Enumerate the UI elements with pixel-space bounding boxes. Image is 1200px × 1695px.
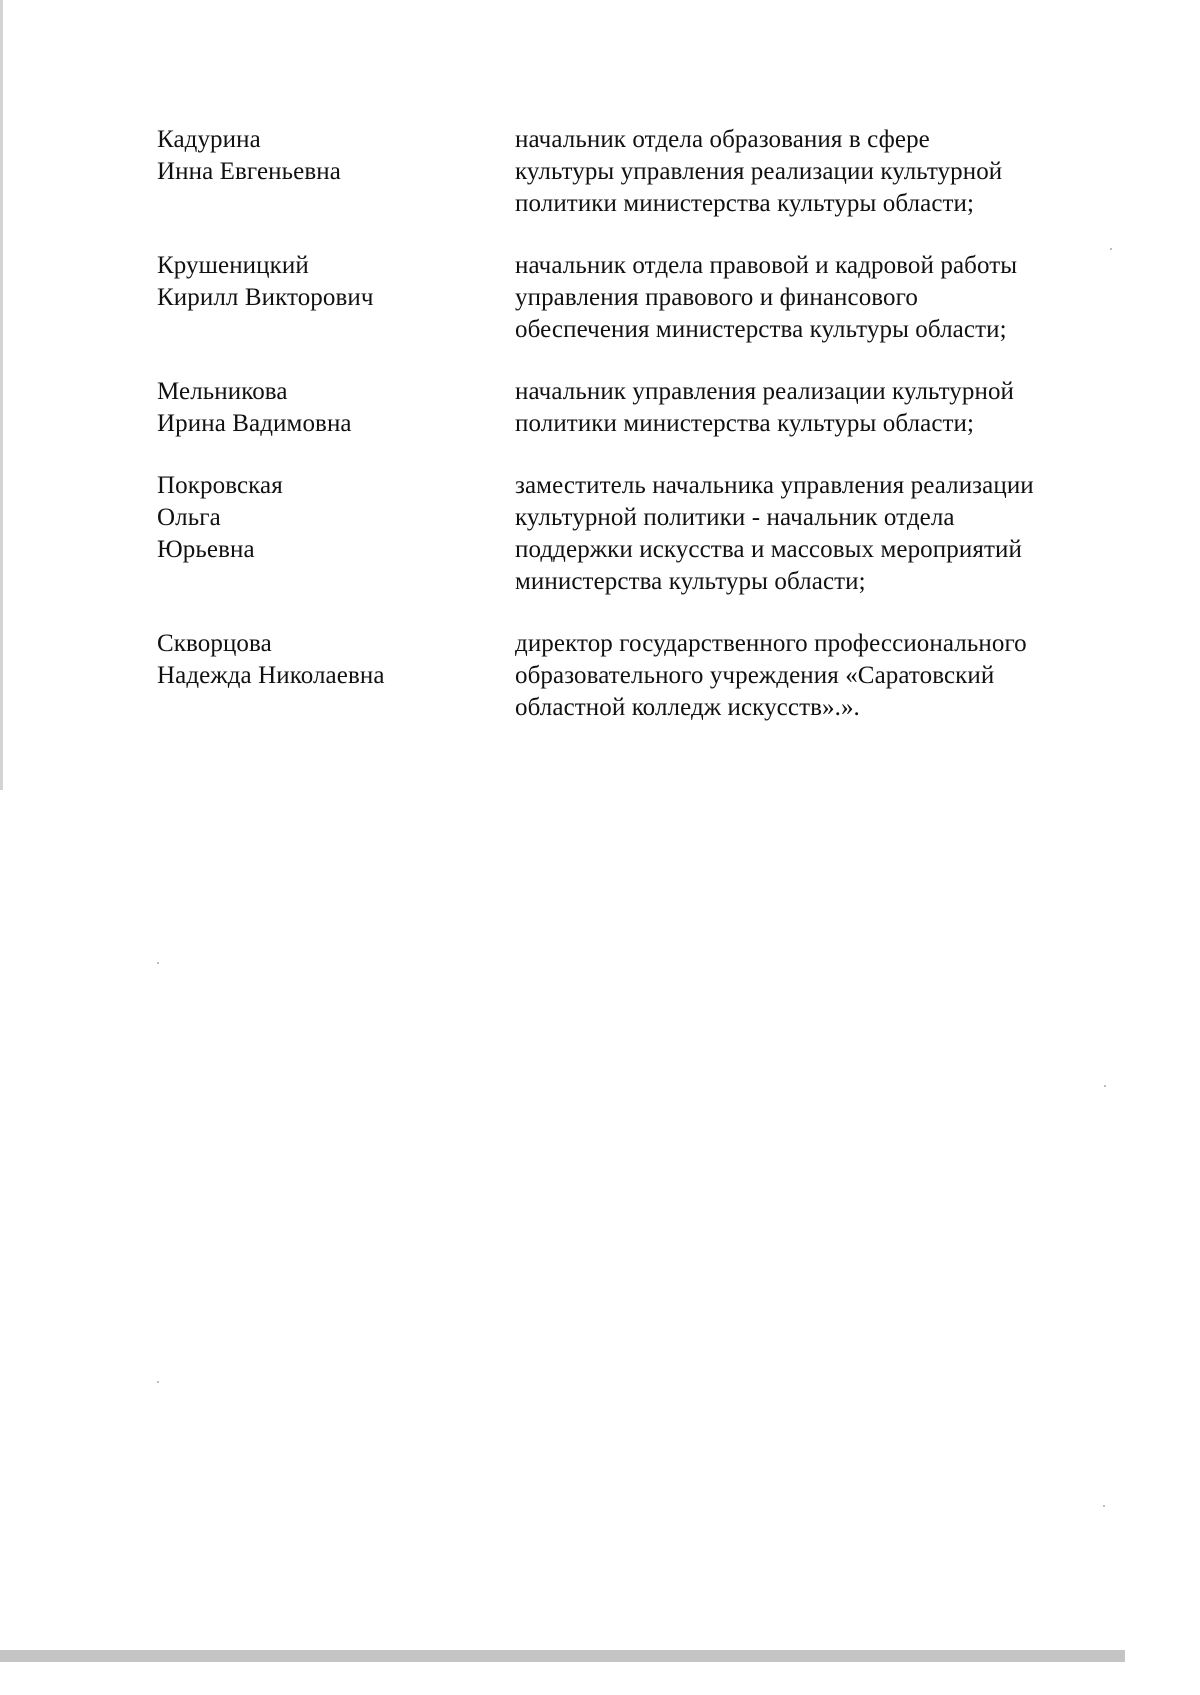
- position-line: директор государственного профессионального: [515, 630, 1027, 657]
- name-line: Кадурина: [157, 126, 261, 153]
- name-line: Инна Евгеньевна: [157, 158, 341, 185]
- scan-bottom-shadow: [0, 1650, 1125, 1662]
- scan-dot: [157, 1381, 159, 1383]
- name-line: Надежда Николаевна: [157, 662, 385, 689]
- position-line: культуры управления реализации культурной: [515, 158, 1003, 185]
- position-line: начальник управления реализации культурной: [515, 378, 1015, 405]
- position-line: обеспечения министерства культуры области;: [515, 316, 1007, 343]
- member-name: [157, 124, 515, 220]
- scan-left-edge: [0, 0, 3, 790]
- name-line: Юрьевна: [157, 536, 255, 563]
- position-line: начальник отдела правовой и кадровой работы: [515, 252, 1018, 279]
- name-line: Крушеницкий: [157, 252, 309, 279]
- member-name: [157, 250, 515, 346]
- position-line: политики министерства культуры области;: [515, 190, 975, 217]
- position-line: управления правового и финансового: [515, 284, 918, 311]
- member-name: [157, 470, 515, 598]
- member-position: [515, 628, 1107, 724]
- scan-dot: [1110, 248, 1112, 250]
- member-position: [515, 470, 1107, 598]
- position-line: начальник отдела образования в сфере: [515, 126, 930, 153]
- member-entry: [157, 250, 1107, 346]
- position-line: министерства культуры области;: [515, 568, 866, 595]
- name-line: Покровская: [157, 472, 283, 499]
- commission-member-list: [157, 124, 1107, 724]
- scan-dot: [1103, 1505, 1105, 1507]
- name-line: Кирилл Викторович: [157, 284, 374, 311]
- position-line: культурной политики - начальник отдела: [515, 504, 955, 531]
- position-line: областной колледж искусств».».: [515, 694, 860, 721]
- name-line: Ольга: [157, 504, 221, 531]
- member-name: [157, 628, 515, 724]
- member-entry: [157, 124, 1107, 220]
- position-line: образовательного учреждения «Саратовский: [515, 662, 995, 689]
- name-line: Ирина Вадимовна: [157, 410, 352, 437]
- member-position: [515, 124, 1107, 220]
- scan-dot: [157, 962, 159, 964]
- member-position: [515, 250, 1107, 346]
- position-line: поддержки искусства и массовых мероприятий: [515, 536, 1022, 563]
- member-position: [515, 376, 1107, 440]
- name-line: Скворцова: [157, 630, 272, 657]
- name-line: Мельникова: [157, 378, 288, 405]
- member-name: [157, 376, 515, 440]
- position-line: политики министерства культуры области;: [515, 410, 975, 437]
- member-entry: [157, 628, 1107, 724]
- member-entry: [157, 376, 1107, 440]
- position-line: заместитель начальника управления реализации: [515, 472, 1034, 499]
- scan-dot: [1104, 1085, 1106, 1087]
- member-entry: [157, 470, 1107, 598]
